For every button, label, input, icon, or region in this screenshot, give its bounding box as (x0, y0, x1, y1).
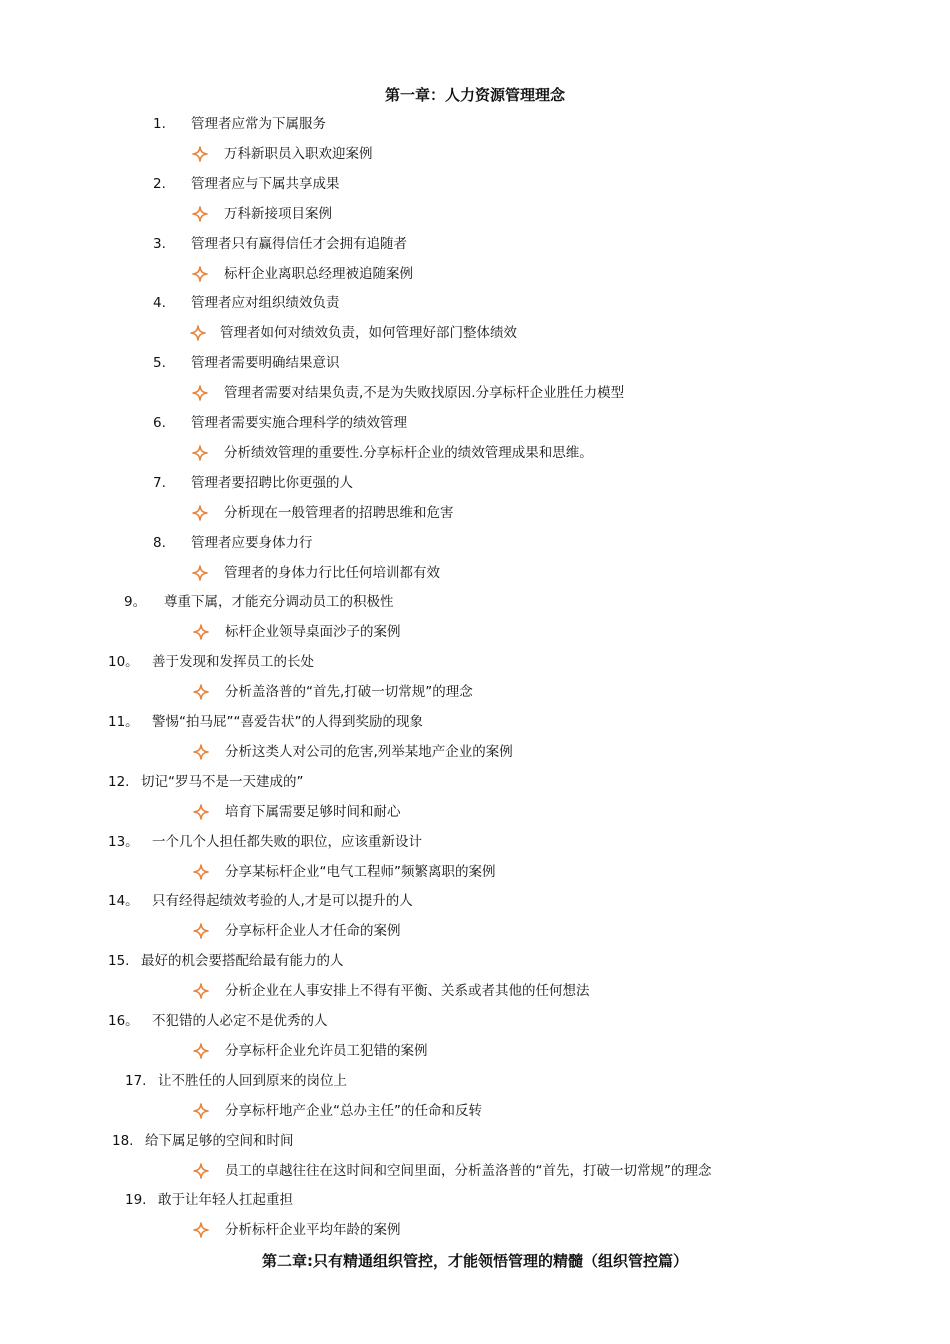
item-text: 管理者应与下属共享成果 (191, 175, 340, 192)
sub-item (192, 204, 950, 224)
sub-item-text: 管理者需要对结果负责,不是为失败找原因.分享标杆企业胜任力模型 (224, 385, 625, 402)
list-item (0, 413, 950, 433)
item-text: 只有经得起绩效考验的人,才是可以提升的人 (152, 893, 413, 910)
sub-item (193, 1220, 950, 1240)
list-item (0, 832, 950, 852)
item-text: 让不胜任的人回到原来的岗位上 (158, 1072, 347, 1089)
item-number: 1. (153, 116, 166, 132)
item-number: 17. (125, 1072, 147, 1089)
four-point-star-icon (193, 923, 209, 939)
sub-item (193, 1101, 950, 1121)
sub-item-text: 标杆企业领导桌面沙子的案例 (225, 624, 401, 641)
sub-item-text: 分享某标杆企业“电气工程师”频繁离职的案例 (225, 863, 496, 880)
sub-item (192, 443, 950, 463)
sub-item (192, 563, 950, 583)
sub-item-text: 管理者如何对绩效负责，如何管理好部门整体绩效 (220, 325, 517, 342)
sub-item-text: 分享标杆企业允许员工犯错的案例 (225, 1043, 428, 1059)
sub-item-text: 员工的卓越往往在这时间和空间里面，分析盖洛普的“首先，打破一切常规”的理念 (225, 1162, 712, 1179)
list-item (0, 1131, 950, 1151)
sub-item (192, 503, 950, 523)
item-number: 16。 (108, 1013, 139, 1029)
four-point-star-icon (190, 325, 206, 341)
item-text: 管理者应常为下属服务 (191, 116, 326, 132)
item-text: 尊重下属，才能充分调动员工的积极性 (164, 594, 394, 611)
item-text: 一个几个人担任都失败的职位，应该重新设计 (152, 833, 422, 850)
item-text: 管理者需要明确结果意识 (191, 355, 340, 372)
sub-item (193, 1161, 950, 1181)
four-point-star-icon (192, 206, 208, 222)
item-number: 18. (112, 1132, 134, 1149)
four-point-star-icon (193, 744, 209, 760)
four-point-star-icon (192, 266, 208, 282)
sub-item-text: 分析盖洛普的“首先,打破一切常规”的理念 (225, 684, 473, 701)
four-point-star-icon (193, 1222, 209, 1238)
sub-item-text: 分析企业在人事安排上不得有平衡、关系或者其他的任何想法 (225, 983, 590, 1000)
sub-item (193, 862, 950, 882)
four-point-star-icon (193, 684, 209, 700)
list-item (0, 1011, 950, 1031)
item-text: 切记“罗马不是一天建成的” (141, 773, 304, 790)
four-point-star-icon (192, 385, 208, 401)
four-point-star-icon (193, 624, 209, 640)
four-point-star-icon (193, 804, 209, 820)
sub-item (193, 981, 950, 1001)
list-item (0, 951, 950, 971)
sub-item (192, 383, 950, 403)
sub-item (193, 1041, 950, 1061)
item-text: 管理者只有赢得信任才会拥有追随者 (191, 235, 407, 252)
item-text: 不犯错的人必定不是优秀的人 (152, 1013, 328, 1029)
item-text: 善于发现和发挥员工的长处 (152, 654, 314, 671)
sub-item-text: 分享标杆企业人才任命的案例 (225, 923, 401, 940)
item-text: 管理者应对组织绩效负责 (191, 295, 340, 312)
chapter-2-title: 第二章:只有精通组织管控，才能领悟管理的精髓（组织管控篇） (261, 1252, 688, 1270)
chapter-1-title: 第一章：人力资源管理理念 (384, 86, 565, 104)
sub-item-text: 分析这类人对公司的危害,列举某地产企业的案例 (225, 744, 513, 760)
item-text: 管理者应要身体力行 (191, 534, 313, 551)
item-number: 19. (125, 1192, 147, 1209)
item-text: 敢于让年轻人扛起重担 (158, 1192, 293, 1209)
item-number: 10。 (108, 654, 139, 671)
list-item (0, 353, 950, 373)
four-point-star-icon (192, 565, 208, 581)
four-point-star-icon (193, 1163, 209, 1179)
sub-item-text: 分析现在一般管理者的招聘思维和危害 (224, 504, 454, 521)
list-item (0, 652, 950, 672)
four-point-star-icon (193, 983, 209, 999)
four-point-star-icon (192, 146, 208, 162)
list-item (0, 891, 950, 911)
four-point-star-icon (193, 1103, 209, 1119)
item-text: 管理者要招聘比你更强的人 (191, 474, 353, 491)
list-item (0, 174, 950, 194)
sub-item (193, 682, 950, 702)
item-text: 管理者需要实施合理科学的绩效管理 (191, 415, 407, 431)
four-point-star-icon (193, 1043, 209, 1059)
item-number: 4. (153, 295, 166, 312)
item-number: 3. (153, 235, 166, 252)
sub-item-text: 分享标杆地产企业“总办主任”的任命和反转 (225, 1102, 482, 1119)
sub-item (192, 144, 950, 164)
sub-item (193, 802, 950, 822)
sub-item-text: 分析标杆企业平均年龄的案例 (225, 1222, 401, 1239)
four-point-star-icon (192, 505, 208, 521)
list-item (0, 473, 950, 493)
list-item (0, 533, 950, 553)
four-point-star-icon (192, 445, 208, 461)
sub-item (192, 264, 950, 284)
list-item (0, 772, 950, 792)
item-number: 15. (108, 953, 130, 970)
sub-item-text: 分析绩效管理的重要性.分享标杆企业的绩效管理成果和思维。 (224, 445, 593, 461)
item-number: 12. (108, 773, 130, 790)
list-item (0, 592, 950, 612)
item-number: 8. (153, 534, 166, 551)
item-number: 14。 (108, 893, 139, 910)
sub-item (190, 323, 950, 343)
four-point-star-icon (193, 864, 209, 880)
sub-item-text: 标杆企业离职总经理被追随案例 (224, 265, 413, 282)
list-item (0, 1071, 950, 1091)
item-number: 5. (153, 355, 166, 372)
sub-item-text: 万科新职员入职欢迎案例 (224, 146, 373, 162)
item-text: 警惕“拍马屁”“喜爱告状”的人得到奖励的现象 (152, 714, 423, 730)
sub-item-text: 管理者的身体力行比任何培训都有效 (224, 564, 440, 581)
item-number: 11。 (108, 714, 139, 730)
sub-item-text: 培育下属需要足够时间和耐心 (225, 803, 401, 820)
sub-item (193, 622, 950, 642)
sub-item (193, 921, 950, 941)
sub-item (193, 742, 950, 762)
list-item (0, 712, 950, 732)
item-number: 6. (153, 415, 166, 431)
list-item (0, 1190, 950, 1210)
list-item (0, 114, 950, 134)
item-text: 最好的机会要搭配给最有能力的人 (141, 953, 344, 970)
item-text: 给下属足够的空间和时间 (145, 1132, 294, 1149)
list-item (0, 293, 950, 313)
item-number: 13。 (108, 833, 139, 850)
item-number: 9。 (124, 594, 147, 611)
item-number: 2. (153, 175, 166, 192)
item-number: 7. (153, 474, 166, 491)
list-item (0, 234, 950, 254)
sub-item-text: 万科新接项目案例 (224, 205, 332, 222)
